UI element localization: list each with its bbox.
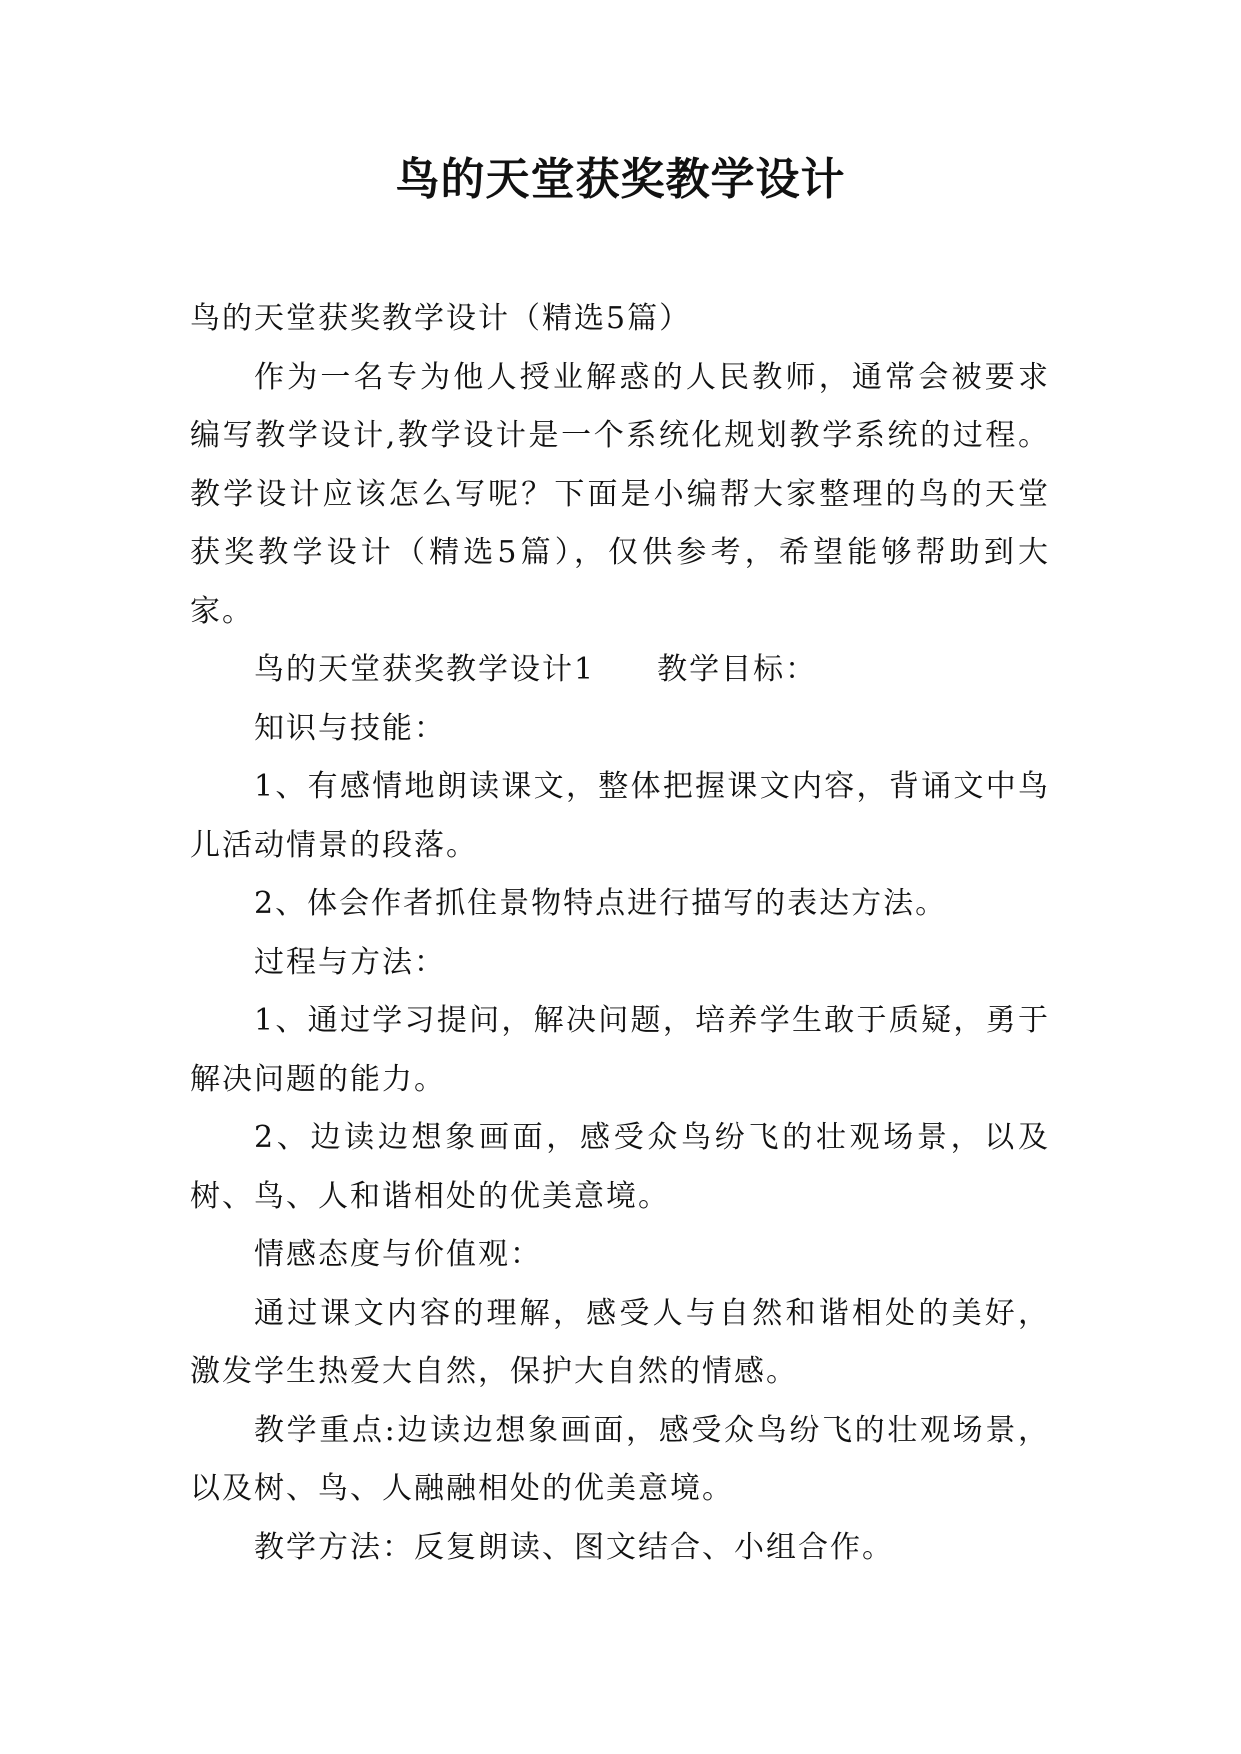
section-heading — [190, 641, 1050, 700]
document-body — [190, 290, 1050, 1577]
section-goal-label: 教学目标： — [657, 652, 818, 687]
paragraph-knowledge-2: 2、体会作者抓住景物特点进行描写的表达方法。 — [254, 886, 948, 921]
paragraph-process-1: 1、通过学习提问，解决问题，培养学生敢于质疑，勇于解决问题的能力。 — [190, 1003, 1050, 1097]
paragraph-key-point: 教学重点:边读边想象画面，感受众鸟纷飞的壮观场景，以及树、鸟、人融融相处的优美意境。 — [190, 1412, 1050, 1506]
document-subtitle: 鸟的天堂获奖教学设计（精选5篇） — [190, 301, 692, 336]
document-title: 鸟的天堂获奖教学设计 — [395, 154, 846, 205]
paragraph-emotion-label: 情感态度与价值观： — [254, 1237, 542, 1272]
intro-paragraph: 作为一名专为他人授业解惑的人民教师，通常会被要求编写教学设计,教学设计是一个系统化规划教学系统的过程。教学设计应该怎么写呢？下面是小编帮大家整理的鸟的天堂获奖教学设计（精选5篇），仅供参考，希望能够帮助到大家。 — [190, 359, 1050, 629]
paragraph-emotion-text: 通过课文内容的理解，感受人与自然和谐相处的美好，激发学生热爱大自然，保护大自然的情感。 — [190, 1295, 1050, 1389]
paragraph-knowledge-label: 知识与技能： — [254, 710, 446, 746]
section-title: 鸟的天堂获奖教学设计1 — [254, 652, 596, 687]
paragraph-process-2: 2、边读边想象画面，感受众鸟纷飞的壮观场景，以及树、鸟、人和谐相处的优美意境。 — [190, 1120, 1050, 1214]
paragraph-process-label: 过程与方法： — [254, 944, 446, 980]
paragraph-teaching-method: 教学方法：反复朗读、图文结合、小组合作。 — [254, 1529, 894, 1565]
paragraph-knowledge-1: 1、有感情地朗读课文，整体把握课文内容，背诵文中鸟儿活动情景的段落。 — [190, 769, 1050, 863]
